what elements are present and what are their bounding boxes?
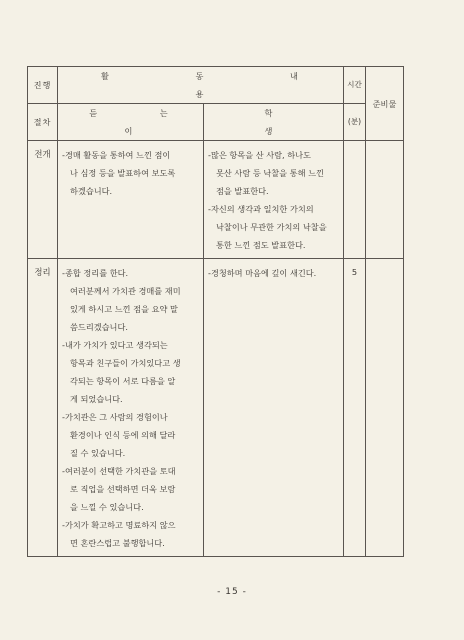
listener-content — [58, 141, 204, 259]
text-line: -경청하며 마음에 깊이 새긴다. — [208, 268, 317, 278]
header-row-1 — [28, 67, 404, 104]
text-line: -경매 활동을 통하여 느낀 점이 — [62, 150, 171, 160]
text-line: -많은 항목을 산 사람, 하나도 — [208, 150, 311, 160]
text-line: 통한 느낀 점도 발표한다. — [216, 240, 306, 250]
text-line: 을 느낄 수 있습니다. — [70, 502, 144, 512]
text-line: 하겠습니다. — [70, 186, 113, 196]
text-line: -여러분이 선택한 가치관을 토대 — [62, 466, 176, 476]
text-line: 질 수 있습니다. — [70, 448, 126, 458]
header-time-bottom: (분) — [344, 104, 366, 141]
text-line: 면 혼란스럽고 불행합니다. — [70, 538, 165, 548]
header-step-top: 진행 — [28, 67, 58, 104]
text-line: -가치가 확고하고 명료하지 않으 — [62, 520, 176, 530]
header-activity: 활 동 내 용 — [58, 67, 344, 104]
materials-cell — [366, 141, 404, 259]
text-line: -자신의 생각과 일치한 가치의 — [208, 204, 314, 214]
time-value: 5 — [344, 259, 366, 557]
listener-content — [58, 259, 204, 557]
text-line: 항목과 친구들이 가치있다고 생 — [70, 358, 181, 368]
text-line: 여러분께서 가치관 경매를 재미 — [70, 286, 181, 296]
header-student: 학 생 — [204, 104, 344, 141]
page-number: - 15 - — [217, 587, 247, 597]
text-line: 환경이나 인식 등에 의해 달라 — [70, 430, 176, 440]
text-line: 못산 사람 등 낙찰을 통해 느낀 — [216, 168, 324, 178]
student-content — [204, 141, 344, 259]
step-label: 정리 — [28, 259, 58, 557]
text-line: 나 심정 등을 발표하여 보도록 — [70, 168, 176, 178]
header-step-bottom: 절차 — [28, 104, 58, 141]
text-line: 게 되었습니다. — [70, 394, 123, 404]
text-line: 씀드리겠습니다. — [70, 322, 128, 332]
row-summary — [28, 259, 404, 557]
text-line: -가치관은 그 사람의 경험이나 — [62, 412, 168, 422]
text-line: -종합 정리를 한다. — [62, 268, 129, 278]
text-line: 로 직업을 선택하면 더욱 보람 — [70, 484, 176, 494]
time-value — [344, 141, 366, 259]
row-development — [28, 141, 404, 259]
materials-cell — [366, 259, 404, 557]
header-time-top: 시간 — [344, 67, 366, 104]
student-content — [204, 259, 344, 557]
text-line: 낙찰이나 무관한 가치의 낙찰을 — [216, 222, 327, 232]
lesson-plan-table — [27, 66, 404, 557]
header-row-2 — [28, 104, 404, 141]
text-line: 점을 발표한다. — [216, 186, 269, 196]
header-listener: 듣 는 이 — [58, 104, 204, 141]
text-line: 있게 하시고 느낀 점을 요약 말 — [70, 304, 178, 314]
header-materials: 준비물 — [366, 67, 404, 141]
text-line: -내가 가치가 있다고 생각되는 — [62, 340, 168, 350]
text-line: 각되는 항목이 서로 다름을 알 — [70, 376, 176, 386]
step-label: 전개 — [28, 141, 58, 259]
